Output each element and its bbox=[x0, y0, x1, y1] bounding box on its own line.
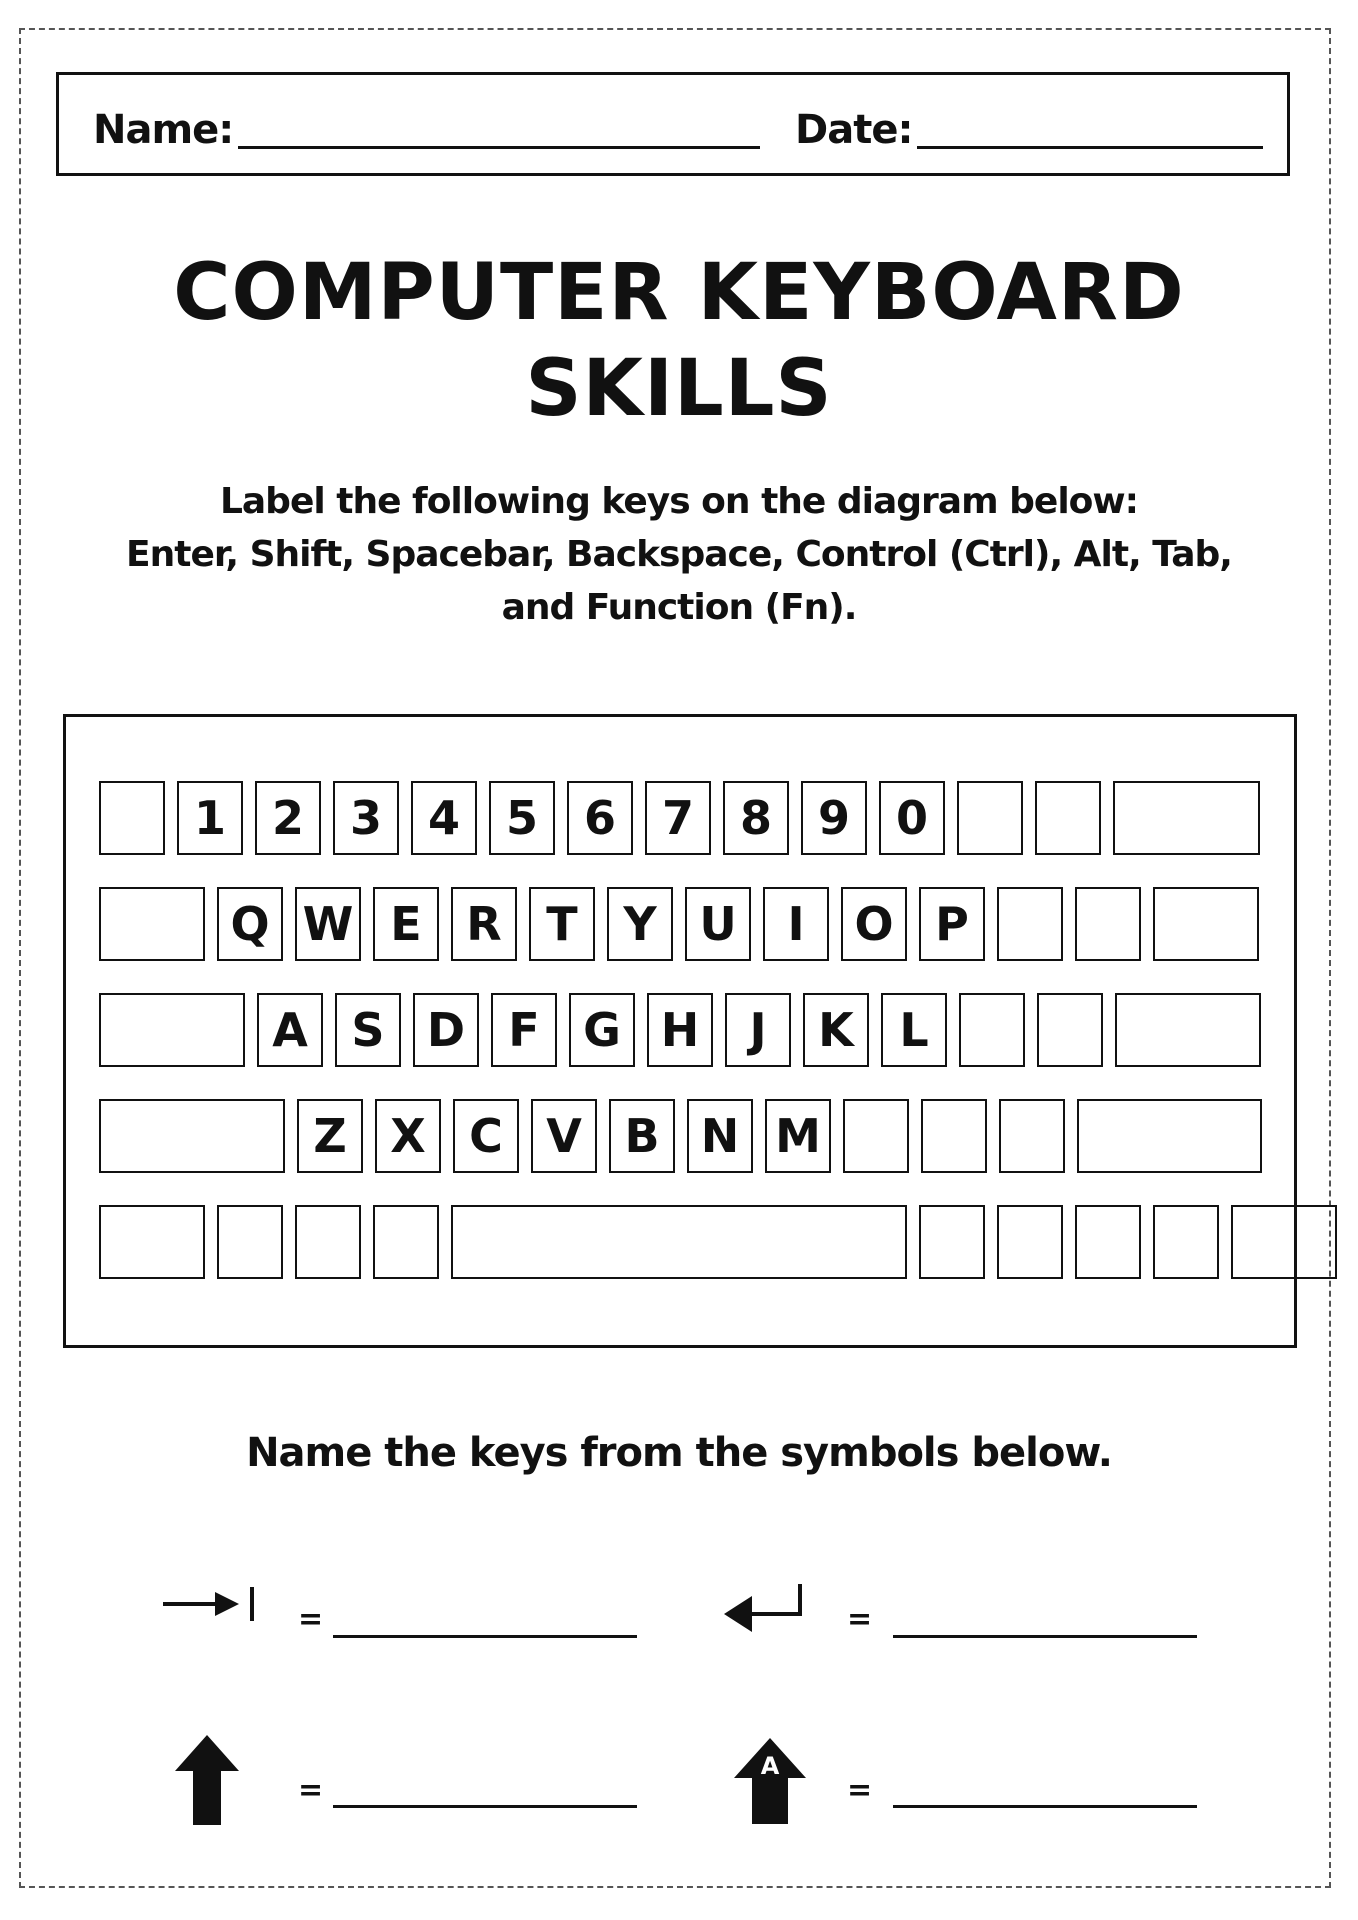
instructions-line-1: Label the following keys on the diagram below: bbox=[219, 481, 1139, 522]
key-blank[interactable] bbox=[373, 1205, 439, 1279]
keyboard-diagram bbox=[63, 714, 1297, 1348]
enter-return-icon bbox=[724, 1582, 806, 1638]
key-i[interactable]: I bbox=[763, 887, 829, 961]
answer-line-2[interactable] bbox=[893, 1635, 1197, 1638]
key-blank[interactable] bbox=[99, 1205, 205, 1279]
key-3[interactable]: 3 bbox=[333, 781, 399, 855]
date-label: Date: bbox=[795, 107, 913, 153]
name-label: Name: bbox=[93, 107, 234, 153]
key-8[interactable]: 8 bbox=[723, 781, 789, 855]
key-blank[interactable] bbox=[1075, 1205, 1141, 1279]
caps-lock-arrow-icon bbox=[734, 1738, 806, 1824]
equals-sign: = bbox=[298, 1773, 324, 1808]
key-7[interactable]: 7 bbox=[645, 781, 711, 855]
key-z[interactable]: Z bbox=[297, 1099, 363, 1173]
key-b[interactable]: B bbox=[609, 1099, 675, 1173]
tab-arrow-icon bbox=[163, 1583, 257, 1625]
key-1[interactable]: 1 bbox=[177, 781, 243, 855]
key-h[interactable]: H bbox=[647, 993, 713, 1067]
key-v[interactable]: V bbox=[531, 1099, 597, 1173]
key-blank[interactable] bbox=[1153, 887, 1259, 961]
instructions bbox=[60, 475, 1298, 634]
key-t[interactable]: T bbox=[529, 887, 595, 961]
key-blank[interactable] bbox=[1153, 1205, 1219, 1279]
key-o[interactable]: O bbox=[841, 887, 907, 961]
key-blank[interactable] bbox=[957, 781, 1023, 855]
key-blank[interactable] bbox=[959, 993, 1025, 1067]
date-field[interactable] bbox=[917, 146, 1263, 149]
key-blank[interactable] bbox=[999, 1099, 1065, 1173]
instructions-line-2: Enter, Shift, Spacebar, Backspace, Control (Ctrl), Alt, Tab, bbox=[126, 534, 1232, 575]
key-x[interactable]: X bbox=[375, 1099, 441, 1173]
title-line-1: COMPUTER KEYBOARD bbox=[173, 248, 1185, 338]
key-n[interactable]: N bbox=[687, 1099, 753, 1173]
key-r[interactable]: R bbox=[451, 887, 517, 961]
key-g[interactable]: G bbox=[569, 993, 635, 1067]
key-blank[interactable] bbox=[217, 1205, 283, 1279]
page-title bbox=[0, 245, 1358, 437]
key-a[interactable]: A bbox=[257, 993, 323, 1067]
key-4[interactable]: 4 bbox=[411, 781, 477, 855]
equals-sign: = bbox=[847, 1602, 873, 1637]
key-s[interactable]: S bbox=[335, 993, 401, 1067]
equals-sign: = bbox=[847, 1773, 873, 1808]
key-blank[interactable] bbox=[1035, 781, 1101, 855]
key-w[interactable]: W bbox=[295, 887, 361, 961]
instructions-line-3: and Function (Fn). bbox=[501, 587, 857, 628]
key-blank[interactable] bbox=[997, 887, 1063, 961]
key-blank[interactable] bbox=[921, 1099, 987, 1173]
equals-sign: = bbox=[298, 1602, 324, 1637]
key-blank[interactable] bbox=[997, 1205, 1063, 1279]
key-0[interactable]: 0 bbox=[879, 781, 945, 855]
key-blank[interactable] bbox=[1115, 993, 1261, 1067]
title-line-2: SKILLS bbox=[525, 344, 833, 434]
svg-text:A: A bbox=[760, 1752, 780, 1780]
key-y[interactable]: Y bbox=[607, 887, 673, 961]
key-6[interactable]: 6 bbox=[567, 781, 633, 855]
key-blank[interactable] bbox=[99, 887, 205, 961]
key-blank[interactable] bbox=[843, 1099, 909, 1173]
name-field[interactable] bbox=[238, 146, 760, 149]
key-blank[interactable] bbox=[451, 1205, 907, 1279]
key-blank[interactable] bbox=[99, 781, 165, 855]
key-p[interactable]: P bbox=[919, 887, 985, 961]
answer-line-1[interactable] bbox=[333, 1635, 637, 1638]
key-blank[interactable] bbox=[1113, 781, 1260, 855]
key-q[interactable]: Q bbox=[217, 887, 283, 961]
key-blank[interactable] bbox=[99, 1099, 285, 1173]
key-9[interactable]: 9 bbox=[801, 781, 867, 855]
key-c[interactable]: C bbox=[453, 1099, 519, 1173]
key-d[interactable]: D bbox=[413, 993, 479, 1067]
key-e[interactable]: E bbox=[373, 887, 439, 961]
key-blank[interactable] bbox=[1077, 1099, 1262, 1173]
key-5[interactable]: 5 bbox=[489, 781, 555, 855]
key-f[interactable]: F bbox=[491, 993, 557, 1067]
symbols-heading: Name the keys from the symbols below. bbox=[246, 1430, 1112, 1476]
key-2[interactable]: 2 bbox=[255, 781, 321, 855]
key-blank[interactable] bbox=[1075, 887, 1141, 961]
key-l[interactable]: L bbox=[881, 993, 947, 1067]
key-blank[interactable] bbox=[1231, 1205, 1337, 1279]
key-blank[interactable] bbox=[99, 993, 245, 1067]
key-blank[interactable] bbox=[1037, 993, 1103, 1067]
answer-line-4[interactable] bbox=[893, 1805, 1197, 1808]
answer-line-3[interactable] bbox=[333, 1805, 637, 1808]
key-blank[interactable] bbox=[295, 1205, 361, 1279]
name-date-box bbox=[56, 72, 1290, 176]
key-j[interactable]: J bbox=[725, 993, 791, 1067]
key-u[interactable]: U bbox=[685, 887, 751, 961]
key-k[interactable]: K bbox=[803, 993, 869, 1067]
shift-arrow-icon bbox=[175, 1735, 239, 1825]
key-m[interactable]: M bbox=[765, 1099, 831, 1173]
key-blank[interactable] bbox=[919, 1205, 985, 1279]
